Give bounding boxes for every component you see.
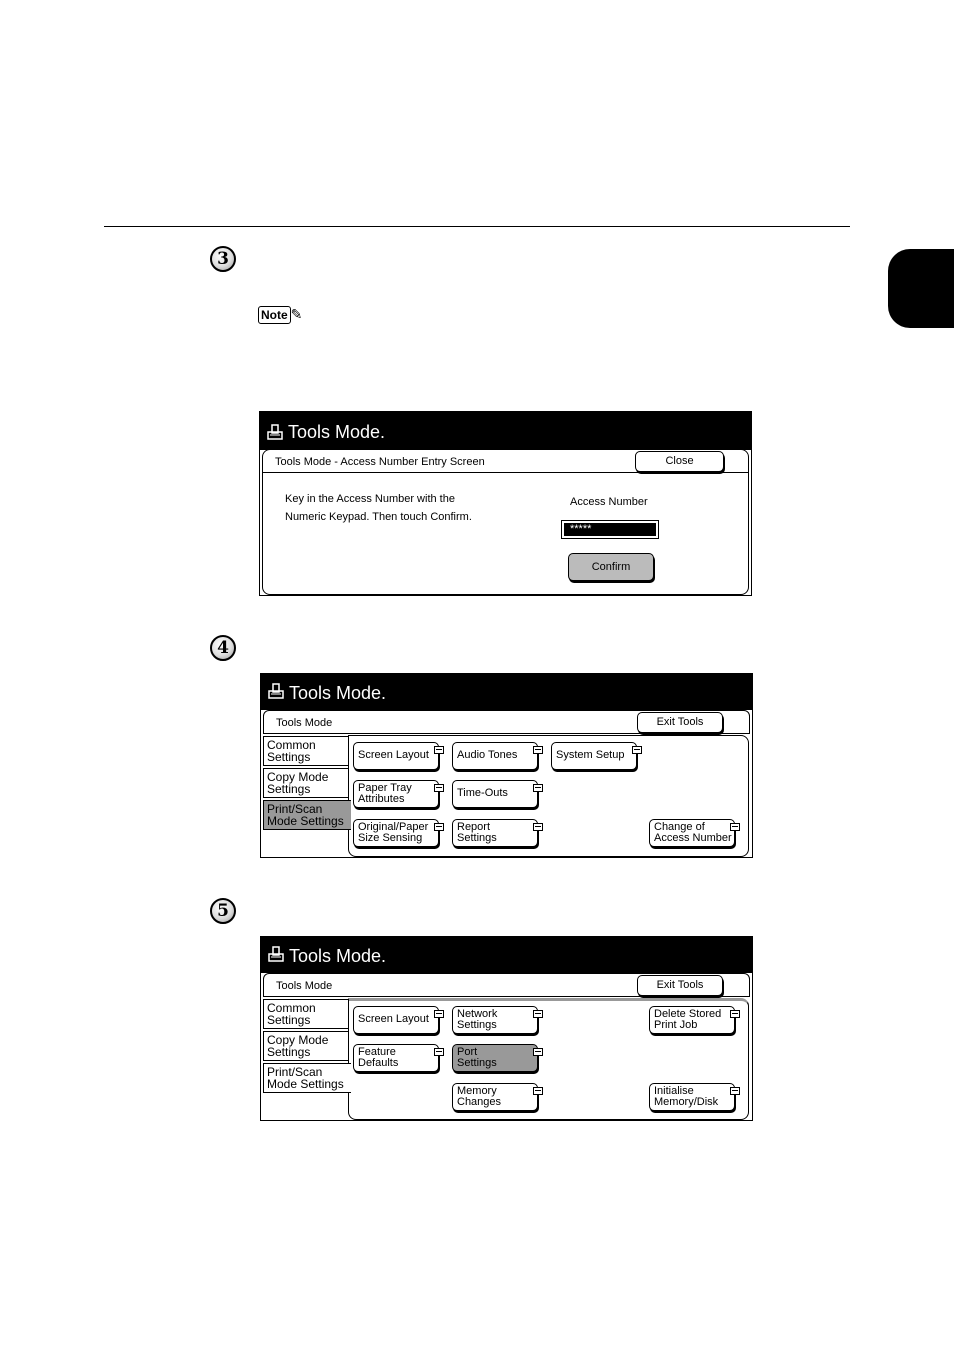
button-label: Delete Stored [654,1008,722,1020]
exit-tools-button[interactable]: Exit Tools [637,712,723,733]
tab-label: Settings [267,1045,311,1059]
top-rule [104,226,850,227]
close-button[interactable]: Close [635,451,724,472]
button-label: Report [457,821,491,833]
paper-tray-attributes-button[interactable] [353,780,439,808]
button-label: Settings [457,1057,497,1069]
submenu-icon [533,823,543,831]
tab-label: Copy Mode [267,1033,329,1047]
submenu-icon [533,746,543,754]
button-label: Attributes [358,793,405,805]
system-setup-button[interactable] [551,742,637,770]
delete-stored-print-job-button[interactable] [649,1006,735,1034]
tab-label: Print/Scan [267,802,323,816]
button-label: Changes [457,1096,502,1108]
submenu-icon [434,784,444,792]
tools-icon [268,683,284,699]
step-3-marker: 3 [210,246,236,272]
tab-print-scan-mode-settings[interactable] [263,800,351,830]
submenu-icon [730,1087,740,1095]
button-label: Time-Outs [457,787,508,799]
screen-title: Tools Mode. [288,422,386,442]
tab-copy-mode-settings[interactable] [263,768,349,798]
tab-label: Copy Mode [267,770,329,784]
button-label: Settings [457,832,497,844]
tools-icon [267,424,283,440]
title-bar [260,412,751,450]
title-bar [261,674,752,710]
button-label: Initialise [654,1085,694,1097]
screen-layout-button[interactable] [353,742,439,770]
screen-header [263,710,750,734]
submenu-icon [533,784,543,792]
button-label: Screen Layout [358,1013,429,1025]
change-of-access-number-button[interactable] [649,819,735,847]
submenu-icon [434,746,444,754]
submenu-icon [632,746,642,754]
note-label: Note [258,306,291,324]
tab-label: Common [267,738,316,752]
access-number-field[interactable]: ***** [562,521,658,538]
submenu-icon [533,1010,543,1018]
tab-label: Settings [267,1013,311,1027]
screen-layout-button[interactable] [353,1006,439,1034]
submenu-icon [730,1010,740,1018]
button-label: Paper Tray [358,782,412,794]
title-bar [261,937,752,973]
port-settings-button[interactable] [452,1044,538,1072]
instruction-line-2: Numeric Keypad. Then touch Confirm. [285,511,472,523]
button-label: Original/Paper [358,821,429,833]
tools-mode-screen-print-scan [260,673,753,858]
network-settings-button[interactable] [452,1006,538,1034]
button-label: Audio Tones [457,749,518,761]
submenu-icon [730,823,740,831]
tools-mode-screen-port-settings [260,936,753,1121]
original-paper-size-sensing-button[interactable] [353,819,439,847]
confirm-button[interactable]: Confirm [568,553,654,581]
exit-tools-button[interactable]: Exit Tools [637,975,723,996]
access-number-label: Access Number [570,496,648,508]
tab-label: Common [267,1001,316,1015]
tab-copy-mode-settings[interactable] [263,1031,349,1061]
tab-print-scan-mode-settings[interactable] [263,1063,351,1093]
screen-header-label: Tools Mode - Access Number Entry Screen [275,456,485,468]
button-label: System Setup [556,749,625,761]
button-label: Memory [457,1085,497,1097]
button-label: Size Sensing [358,832,423,844]
time-outs-button[interactable] [452,780,538,808]
submenu-icon [434,1010,444,1018]
screen-header-label: Tools Mode [276,980,333,992]
initialise-memory-disk-button[interactable] [649,1083,735,1111]
tab-label: Print/Scan [267,1065,323,1079]
submenu-icon [533,1087,543,1095]
memory-changes-button[interactable] [452,1083,538,1111]
submenu-icon [434,1048,444,1056]
tools-icon [268,946,284,962]
tab-label: Mode Settings [267,814,344,828]
button-label: Print Job [654,1019,698,1031]
screen-header-label: Tools Mode [276,717,333,729]
feature-defaults-button[interactable] [353,1044,439,1072]
audio-tones-button[interactable] [452,742,538,770]
screen-title: Tools Mode. [289,683,387,703]
step-4-marker: 4 [210,635,236,661]
pen-icon: ✎ [290,306,303,322]
button-label: Port [457,1046,478,1058]
note-icon [258,306,302,324]
tab-label: Mode Settings [267,1077,344,1091]
button-label: Change of [654,821,705,833]
screen-header [263,973,750,997]
button-label: Settings [457,1019,497,1031]
header-divider [263,472,748,473]
submenu-icon [533,1048,543,1056]
access-number-screen [259,411,752,596]
button-label: Defaults [358,1057,399,1069]
button-label: Memory/Disk [654,1096,719,1108]
button-label: Feature [358,1046,396,1058]
submenu-icon [434,823,444,831]
tab-label: Settings [267,750,311,764]
panel [262,449,749,595]
button-label: Screen Layout [358,749,429,761]
button-label: Access Number [654,832,732,844]
tab-common-settings[interactable] [263,736,349,766]
chapter-side-tab [888,249,954,328]
step-5-marker: 5 [210,898,236,924]
tab-common-settings[interactable] [263,999,349,1029]
report-settings-button[interactable] [452,819,538,847]
tab-label: Settings [267,782,311,796]
button-label: Network [457,1008,498,1020]
instruction-line-1: Key in the Access Number with the [285,493,455,505]
screen-title: Tools Mode. [289,946,387,966]
